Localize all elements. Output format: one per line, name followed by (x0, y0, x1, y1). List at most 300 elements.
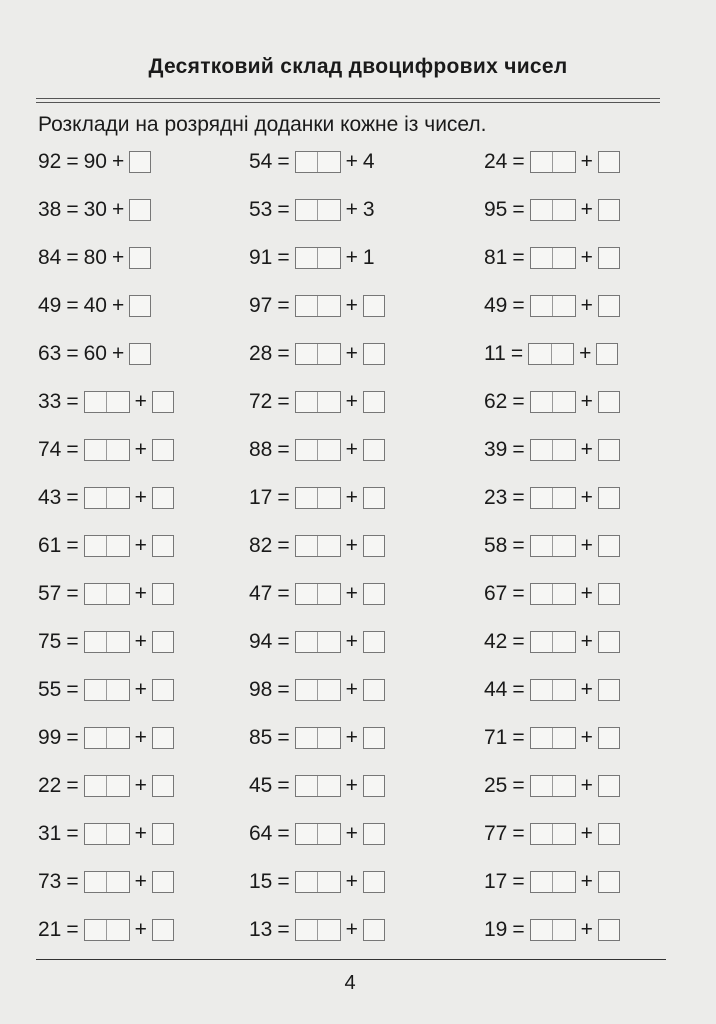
units-answer-box[interactable] (129, 151, 151, 173)
page-title: Десятковий склад двоцифрових чисел (148, 55, 568, 78)
tens-value: 30 (83, 198, 107, 221)
equals-sign: = (277, 246, 290, 269)
equation-row (249, 197, 375, 223)
equation-row (484, 725, 620, 751)
plus-sign: + (580, 534, 593, 557)
equation-number: 22 (38, 774, 62, 797)
units-answer-box[interactable] (363, 583, 385, 605)
tens-value: 40 (83, 294, 107, 317)
tens-answer-box[interactable] (530, 391, 576, 413)
equation-number: 45 (249, 774, 273, 797)
tens-answer-box[interactable] (84, 727, 130, 749)
units-answer-box[interactable] (129, 295, 151, 317)
equals-sign: = (66, 342, 79, 365)
equation-row (484, 917, 620, 943)
equals-sign: = (277, 822, 290, 845)
equation-row (249, 773, 385, 799)
equals-sign: = (66, 534, 79, 557)
tens-answer-box[interactable] (295, 535, 341, 557)
units-value: 3 (362, 198, 375, 221)
units-answer-box[interactable] (363, 391, 385, 413)
equals-sign: = (66, 630, 79, 653)
equation-row (249, 149, 375, 175)
equation-number: 47 (249, 582, 273, 605)
equals-sign: = (277, 630, 290, 653)
plus-sign: + (345, 726, 358, 749)
plus-sign: + (345, 150, 358, 173)
plus-sign: + (134, 534, 147, 557)
units-answer-box[interactable] (598, 151, 620, 173)
equals-sign: = (510, 342, 524, 365)
equation-number: 94 (249, 630, 273, 653)
units-answer-box[interactable] (129, 199, 151, 221)
equation-number: 11 (484, 342, 506, 365)
equation-row (484, 821, 620, 847)
units-answer-box[interactable] (363, 871, 385, 893)
equation-row (249, 869, 385, 895)
tens-value: 60 (83, 342, 107, 365)
equation-number: 91 (249, 246, 273, 269)
plus-sign: + (580, 150, 593, 173)
equals-sign: = (512, 870, 525, 893)
tens-value: 80 (83, 246, 107, 269)
tens-answer-box[interactable] (530, 727, 576, 749)
equation-row (249, 437, 385, 463)
equals-sign: = (277, 150, 290, 173)
equation-row (249, 533, 385, 559)
equation-row (38, 293, 151, 319)
tens-answer-box[interactable] (530, 919, 576, 941)
tens-answer-box[interactable] (295, 151, 341, 173)
equals-sign: = (277, 198, 290, 221)
equation-number: 71 (484, 726, 508, 749)
equation-number: 85 (249, 726, 273, 749)
plus-sign: + (345, 390, 358, 413)
tens-answer-box[interactable] (84, 631, 130, 653)
units-answer-box[interactable] (152, 823, 174, 845)
tens-answer-box[interactable] (295, 487, 341, 509)
plus-sign: + (345, 774, 358, 797)
equation-row (38, 485, 174, 511)
plus-sign: + (134, 630, 147, 653)
equals-sign: = (66, 918, 79, 941)
equation-row (38, 869, 174, 895)
equation-number: 42 (484, 630, 508, 653)
units-answer-box[interactable] (598, 535, 620, 557)
units-answer-box[interactable] (363, 487, 385, 509)
equals-sign: = (277, 342, 290, 365)
units-answer-box[interactable] (363, 631, 385, 653)
equation-row (249, 245, 375, 271)
equation-number: 17 (249, 486, 273, 509)
equals-sign: = (512, 678, 525, 701)
plus-sign: + (134, 918, 147, 941)
equation-number: 97 (249, 294, 273, 317)
tens-answer-box[interactable] (295, 583, 341, 605)
equation-row (484, 197, 620, 223)
equation-number: 84 (38, 246, 62, 269)
tens-answer-box[interactable] (84, 679, 130, 701)
units-answer-box[interactable] (129, 247, 151, 269)
equals-sign: = (66, 246, 79, 269)
plus-sign: + (345, 582, 358, 605)
equation-number: 63 (38, 342, 62, 365)
tens-answer-box[interactable] (295, 247, 341, 269)
equals-sign: = (277, 438, 290, 461)
plus-sign: + (580, 582, 593, 605)
equation-row (38, 917, 174, 943)
equation-number: 17 (484, 870, 508, 893)
equation-row (249, 725, 385, 751)
units-answer-box[interactable] (152, 775, 174, 797)
plus-sign: + (134, 390, 147, 413)
equals-sign: = (277, 390, 290, 413)
tens-answer-box[interactable] (295, 871, 341, 893)
equation-number: 88 (249, 438, 273, 461)
tens-answer-box[interactable] (84, 823, 130, 845)
equation-row (484, 629, 620, 655)
equals-sign: = (512, 822, 525, 845)
tens-answer-box[interactable] (295, 679, 341, 701)
equals-sign: = (277, 294, 290, 317)
equation-row (38, 197, 151, 223)
equation-row (38, 341, 151, 367)
equals-sign: = (512, 246, 525, 269)
units-answer-box[interactable] (598, 871, 620, 893)
equals-sign: = (66, 486, 79, 509)
plus-sign: + (134, 438, 147, 461)
equation-number: 19 (484, 918, 508, 941)
plus-sign: + (345, 294, 358, 317)
units-answer-box[interactable] (363, 919, 385, 941)
units-value: 4 (362, 150, 375, 173)
equation-number: 38 (38, 198, 62, 221)
units-answer-box[interactable] (598, 919, 620, 941)
equals-sign: = (66, 726, 79, 749)
units-answer-box[interactable] (598, 583, 620, 605)
equation-row (249, 389, 385, 415)
plus-sign: + (345, 870, 358, 893)
tens-value: 90 (83, 150, 107, 173)
equals-sign: = (277, 582, 290, 605)
units-answer-box[interactable] (152, 871, 174, 893)
plus-sign: + (580, 870, 593, 893)
plus-sign: + (345, 342, 358, 365)
units-answer-box[interactable] (598, 823, 620, 845)
plus-sign: + (345, 822, 358, 845)
equation-row (249, 821, 385, 847)
plus-sign: + (134, 486, 147, 509)
units-answer-box[interactable] (129, 343, 151, 365)
equation-number: 33 (38, 390, 62, 413)
equation-number: 49 (38, 294, 62, 317)
equation-number: 49 (484, 294, 508, 317)
tens-answer-box[interactable] (530, 439, 576, 461)
equation-number: 67 (484, 582, 508, 605)
tens-answer-box[interactable] (84, 487, 130, 509)
equation-number: 24 (484, 150, 508, 173)
equals-sign: = (66, 582, 79, 605)
equals-sign: = (66, 150, 79, 173)
plus-sign: + (111, 150, 125, 173)
equals-sign: = (512, 390, 525, 413)
tens-answer-box[interactable] (84, 391, 130, 413)
equals-sign: = (512, 582, 525, 605)
units-answer-box[interactable] (363, 679, 385, 701)
equation-row (38, 245, 151, 271)
equation-row (484, 149, 620, 175)
tens-answer-box[interactable] (84, 775, 130, 797)
equals-sign: = (277, 870, 290, 893)
plus-sign: + (580, 678, 593, 701)
units-answer-box[interactable] (598, 247, 620, 269)
tens-answer-box[interactable] (84, 871, 130, 893)
plus-sign: + (580, 246, 593, 269)
tens-answer-box[interactable] (530, 871, 576, 893)
tens-answer-box[interactable] (295, 439, 341, 461)
equation-number: 23 (484, 486, 508, 509)
tens-answer-box[interactable] (295, 919, 341, 941)
equation-row (38, 773, 174, 799)
plus-sign: + (134, 822, 147, 845)
plus-sign: + (345, 918, 358, 941)
equals-sign: = (512, 198, 525, 221)
equals-sign: = (66, 198, 79, 221)
equation-number: 64 (249, 822, 273, 845)
equation-row (484, 677, 620, 703)
equation-row (38, 821, 174, 847)
tens-answer-box[interactable] (530, 247, 576, 269)
plus-sign: + (345, 534, 358, 557)
equation-number: 28 (249, 342, 273, 365)
equation-number: 13 (249, 918, 273, 941)
equation-row (484, 581, 620, 607)
tens-answer-box[interactable] (530, 679, 576, 701)
equation-row (249, 485, 385, 511)
tens-answer-box[interactable] (530, 295, 576, 317)
equals-sign: = (512, 150, 525, 173)
units-answer-box[interactable] (152, 679, 174, 701)
equation-row (38, 149, 151, 175)
plus-sign: + (580, 438, 593, 461)
tens-answer-box[interactable] (530, 823, 576, 845)
plus-sign: + (580, 822, 593, 845)
units-answer-box[interactable] (598, 199, 620, 221)
equals-sign: = (277, 726, 290, 749)
units-answer-box[interactable] (598, 487, 620, 509)
units-answer-box[interactable] (598, 391, 620, 413)
equation-row (249, 677, 385, 703)
equation-number: 43 (38, 486, 62, 509)
plus-sign: + (579, 342, 592, 365)
equals-sign: = (512, 486, 525, 509)
units-answer-box[interactable] (363, 295, 385, 317)
units-answer-box[interactable] (363, 727, 385, 749)
units-answer-box[interactable] (363, 823, 385, 845)
equation-number: 92 (38, 150, 62, 173)
equals-sign: = (277, 678, 290, 701)
plus-sign: + (580, 198, 593, 221)
equation-number: 54 (249, 150, 273, 173)
tens-answer-box[interactable] (530, 583, 576, 605)
equation-number: 25 (484, 774, 508, 797)
equation-number: 53 (249, 198, 273, 221)
equation-row (38, 437, 174, 463)
equation-number: 55 (38, 678, 62, 701)
equation-row (38, 725, 174, 751)
units-answer-box[interactable] (598, 295, 620, 317)
plus-sign: + (134, 678, 147, 701)
equals-sign: = (66, 390, 79, 413)
tens-answer-box[interactable] (295, 727, 341, 749)
equation-row (38, 629, 174, 655)
plus-sign: + (134, 726, 147, 749)
equation-row (484, 437, 620, 463)
tens-answer-box[interactable] (530, 775, 576, 797)
tens-answer-box[interactable] (84, 535, 130, 557)
equation-row (484, 341, 618, 367)
plus-sign: + (345, 678, 358, 701)
equation-number: 73 (38, 870, 62, 893)
equation-row (249, 581, 385, 607)
units-answer-box[interactable] (152, 487, 174, 509)
equals-sign: = (66, 822, 79, 845)
plus-sign: + (111, 198, 125, 221)
equation-number: 72 (249, 390, 273, 413)
equation-number: 77 (484, 822, 508, 845)
units-value: 1 (362, 246, 375, 269)
equals-sign: = (512, 438, 525, 461)
plus-sign: + (134, 774, 147, 797)
equation-row (249, 629, 385, 655)
tens-answer-box[interactable] (528, 343, 574, 365)
plus-sign: + (345, 198, 358, 221)
equation-number: 39 (484, 438, 508, 461)
equals-sign: = (277, 534, 290, 557)
tens-answer-box[interactable] (295, 631, 341, 653)
equation-row (484, 533, 620, 559)
equals-sign: = (277, 918, 290, 941)
tens-answer-box[interactable] (530, 199, 576, 221)
tens-answer-box[interactable] (84, 439, 130, 461)
tens-answer-box[interactable] (84, 919, 130, 941)
plus-sign: + (580, 486, 593, 509)
equation-row (484, 485, 620, 511)
units-answer-box[interactable] (152, 391, 174, 413)
plus-sign: + (111, 342, 125, 365)
equation-number: 98 (249, 678, 273, 701)
tens-answer-box[interactable] (530, 487, 576, 509)
equation-number: 57 (38, 582, 62, 605)
equation-number: 81 (484, 246, 508, 269)
equation-row (484, 389, 620, 415)
plus-sign: + (580, 918, 593, 941)
tens-answer-box[interactable] (530, 535, 576, 557)
equals-sign: = (512, 726, 525, 749)
plus-sign: + (345, 438, 358, 461)
equals-sign: = (66, 870, 79, 893)
equation-row (249, 917, 385, 943)
equation-number: 21 (38, 918, 62, 941)
plus-sign: + (345, 630, 358, 653)
units-answer-box[interactable] (363, 343, 385, 365)
equation-row (484, 293, 620, 319)
units-answer-box[interactable] (152, 631, 174, 653)
plus-sign: + (580, 630, 593, 653)
footer-rule (36, 959, 666, 960)
plus-sign: + (580, 774, 593, 797)
tens-answer-box[interactable] (84, 583, 130, 605)
equals-sign: = (66, 294, 79, 317)
units-answer-box[interactable] (596, 343, 618, 365)
tens-answer-box[interactable] (295, 823, 341, 845)
units-answer-box[interactable] (152, 583, 174, 605)
tens-answer-box[interactable] (295, 775, 341, 797)
equation-number: 74 (38, 438, 62, 461)
tens-answer-box[interactable] (530, 631, 576, 653)
units-answer-box[interactable] (152, 919, 174, 941)
units-answer-box[interactable] (598, 679, 620, 701)
tens-answer-box[interactable] (295, 295, 341, 317)
tens-answer-box[interactable] (530, 151, 576, 173)
units-answer-box[interactable] (152, 439, 174, 461)
equation-row (484, 869, 620, 895)
plus-sign: + (345, 486, 358, 509)
plus-sign: + (134, 582, 147, 605)
units-answer-box[interactable] (363, 775, 385, 797)
equals-sign: = (512, 774, 525, 797)
units-answer-box[interactable] (152, 535, 174, 557)
equation-number: 15 (249, 870, 273, 893)
equals-sign: = (277, 486, 290, 509)
equation-row (249, 293, 385, 319)
units-answer-box[interactable] (598, 775, 620, 797)
equation-row (38, 533, 174, 559)
units-answer-box[interactable] (363, 535, 385, 557)
equation-number: 44 (484, 678, 508, 701)
equals-sign: = (66, 438, 79, 461)
units-answer-box[interactable] (598, 631, 620, 653)
plus-sign: + (580, 294, 593, 317)
equals-sign: = (512, 918, 525, 941)
page-number: 4 (344, 972, 356, 994)
equation-row (38, 677, 174, 703)
plus-sign: + (111, 246, 125, 269)
equation-number: 58 (484, 534, 508, 557)
units-answer-box[interactable] (363, 439, 385, 461)
instruction-text: Розклади на розрядні доданки кожне із чисел. (38, 113, 487, 136)
tens-answer-box[interactable] (295, 391, 341, 413)
equation-row (249, 341, 385, 367)
equation-number: 95 (484, 198, 508, 221)
equation-number: 61 (38, 534, 62, 557)
equation-row (38, 389, 174, 415)
units-answer-box[interactable] (598, 439, 620, 461)
plus-sign: + (580, 390, 593, 413)
units-answer-box[interactable] (152, 727, 174, 749)
plus-sign: + (134, 870, 147, 893)
equals-sign: = (512, 534, 525, 557)
plus-sign: + (345, 246, 358, 269)
tens-answer-box[interactable] (295, 343, 341, 365)
equation-number: 99 (38, 726, 62, 749)
tens-answer-box[interactable] (295, 199, 341, 221)
equals-sign: = (66, 678, 79, 701)
plus-sign: + (580, 726, 593, 749)
equation-number: 62 (484, 390, 508, 413)
equals-sign: = (512, 630, 525, 653)
units-answer-box[interactable] (598, 727, 620, 749)
